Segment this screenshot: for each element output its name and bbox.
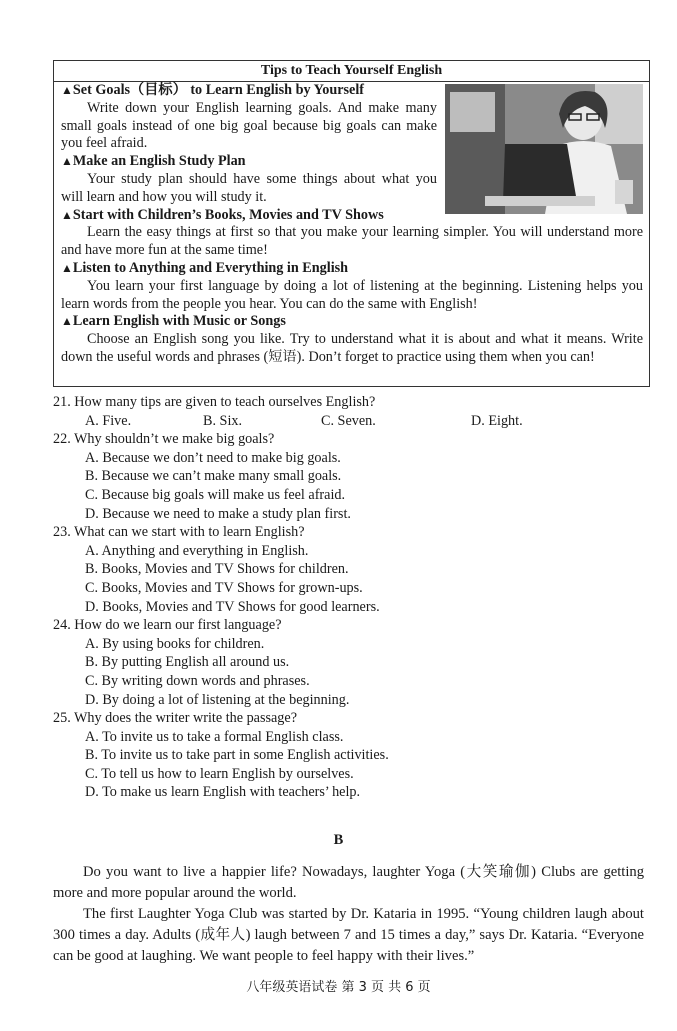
question-24 bbox=[53, 616, 643, 709]
option-b: B. Because we can’t make many small goals. bbox=[85, 468, 342, 485]
option-a: A. Anything and everything in English. bbox=[85, 542, 309, 559]
passage-paragraph-1: Do you want to live a happier life? Nowadays, laughter Yoga (大笑瑜伽) Clubs are getting more and more popular around the world. bbox=[53, 864, 644, 901]
option-c: C. Books, Movies and TV Shows for grown-ups. bbox=[85, 579, 363, 596]
option-b: B. Six. bbox=[203, 412, 243, 429]
question-stem: 21. How many tips are given to teach ourselves English? bbox=[53, 394, 376, 410]
tip-3-text: Learn the easy things at first so that you make your learning simpler. You will understand more and have more fun at the same time! bbox=[61, 224, 643, 259]
photo-woman-at-laptop bbox=[445, 84, 643, 214]
options-row bbox=[53, 412, 643, 431]
option-b: B. By putting English all around us. bbox=[85, 654, 290, 671]
option-c: C. To tell us how to learn English by ourselves. bbox=[85, 765, 354, 782]
question-21 bbox=[53, 393, 643, 430]
tips-box-title: Tips to Teach Yourself English bbox=[54, 61, 649, 82]
section-b-label: B bbox=[333, 832, 344, 848]
option-a: A. Five. bbox=[85, 412, 132, 429]
question-22 bbox=[53, 430, 643, 523]
option-d: D. By doing a lot of listening at the beginning. bbox=[85, 691, 350, 708]
question-stem: 22. Why shouldn’t we make big goals? bbox=[53, 431, 275, 448]
option-c: C. Because big goals will make us feel afraid. bbox=[85, 486, 346, 503]
option-d: D. Books, Movies and TV Shows for good learners. bbox=[85, 598, 380, 615]
option-d: D. Because we need to make a study plan first. bbox=[85, 505, 351, 522]
option-b: B. Books, Movies and TV Shows for children. bbox=[85, 561, 349, 578]
question-stem: 25. Why does the writer write the passage? bbox=[53, 710, 297, 727]
option-b: B. To invite us to take part in some English activities. bbox=[85, 747, 389, 764]
tip-2-heading: ▲ Make an English Study Plan bbox=[61, 153, 643, 171]
tip-3-heading: ▲ Start with Children’s Books, Movies and TV Shows bbox=[61, 207, 643, 225]
question-stem: 24. How do we learn our first language? bbox=[53, 617, 282, 634]
passage-paragraph-2: The first Laughter Yoga Club was started by Dr. Kataria in 1995. “Young children laugh about 300 times a day. Adults (成年人) laugh between 7 and 15 times a day,” says Dr. Kataria. “Everyone can be good at laughing. We want people to feel happy with their lives.” bbox=[53, 906, 644, 964]
option-c: C. By writing down words and phrases. bbox=[85, 672, 310, 689]
page-footer: 八年级英语试卷 第 3 页 共 6 页 bbox=[246, 980, 431, 995]
tips-box bbox=[53, 60, 650, 387]
option-d: D. To make us learn English with teachers’ help. bbox=[85, 784, 361, 801]
tips-box-body bbox=[54, 82, 649, 367]
tip-1-text: Write down your English learning goals. And make many small goals instead of one big goal because big goals can make you feel afraid. bbox=[61, 99, 437, 152]
tip-4-heading: ▲ Listen to Anything and Everything in English bbox=[61, 260, 643, 278]
questions-list bbox=[53, 393, 643, 802]
tip-2-text: Your study plan should have some things about what you will learn and how you will study it. bbox=[61, 170, 437, 205]
photo-illustration bbox=[445, 84, 643, 214]
tip-5-text: Choose an English song you like. Try to understand what it is about and what it means. Write down the useful words and phrases (短语). Don’t forget to practice using them when you can! bbox=[61, 331, 643, 365]
option-a: A. To invite us to take a formal English class. bbox=[85, 728, 344, 745]
tip-5-heading: ▲ Learn English with Music or Songs bbox=[61, 313, 643, 331]
question-25 bbox=[53, 709, 643, 802]
tip-4-text: You learn your first language by doing a lot of listening at the beginning. Listening helps you learn words from the people you hear. You can do the same with English! bbox=[61, 277, 643, 312]
option-d: D. Eight. bbox=[471, 412, 523, 429]
option-a: A. By using books for children. bbox=[85, 635, 265, 652]
tip-1-heading: ▲ Set Goals（目标） to Learn English by Yourself bbox=[61, 82, 643, 100]
question-23 bbox=[53, 523, 643, 616]
option-a: A. Because we don’t need to make big goals. bbox=[85, 449, 341, 466]
section-b-passage bbox=[53, 862, 644, 967]
question-stem: 23. What can we start with to learn English? bbox=[53, 524, 305, 541]
option-c: C. Seven. bbox=[321, 412, 376, 429]
